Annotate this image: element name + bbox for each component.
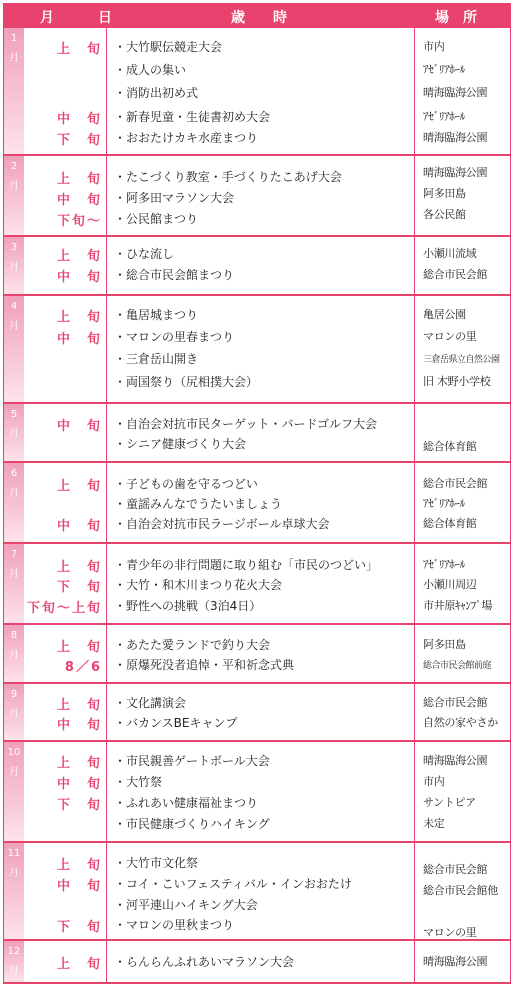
month-char: 月 xyxy=(9,966,19,977)
event-item: ・野性への挑戦（3泊4日） xyxy=(114,599,262,613)
month-row xyxy=(4,625,510,684)
month-row xyxy=(4,237,510,296)
place-item: 市内 xyxy=(423,40,445,53)
event-item: ・大竹・和木川まつり花火大会 xyxy=(114,578,283,592)
month-char: 月 xyxy=(9,321,19,332)
month-label xyxy=(4,296,24,402)
column-divider xyxy=(414,843,415,939)
day-label: 中 旬 xyxy=(56,718,102,733)
event-item: ・青少年の非行問題に取り組む「市民のつどい」 xyxy=(114,558,379,572)
place-item: サントピア xyxy=(423,796,476,809)
event-item: ・ふれあい健康福祉まつり xyxy=(114,796,259,810)
place-item: 総合市民会館 xyxy=(423,696,488,709)
place-item: ｱｾﾞﾘｱﾎｰﾙ xyxy=(423,110,465,123)
event-item: ・マロンの里春まつり xyxy=(114,330,235,344)
month-char: 月 xyxy=(9,569,19,580)
day-label: 下旬〜 xyxy=(56,214,102,229)
day-label: 中 旬 xyxy=(56,419,102,434)
column-divider xyxy=(106,237,107,294)
event-item: ・文化講演会 xyxy=(114,696,187,710)
month-char: 9 xyxy=(10,689,18,700)
place-item: ｱｾﾞﾘｱﾎｰﾙ xyxy=(423,497,465,510)
month-char: 月 xyxy=(9,53,19,64)
header-place: 場 所 xyxy=(435,10,477,26)
place-item: 旧 木野小学校 xyxy=(423,375,491,388)
event-item: ・おおたけカキ水産まつり xyxy=(114,131,259,145)
day-label: 下 旬 xyxy=(56,920,102,935)
month-row xyxy=(4,28,510,156)
month-char: 11 xyxy=(7,848,21,859)
day-label: 下 旬 xyxy=(56,580,102,595)
table-header xyxy=(3,3,511,28)
day-label: 中 旬 xyxy=(56,519,102,534)
header-month: 月 xyxy=(40,10,54,26)
place-item: 阿多田島 xyxy=(423,638,466,651)
column-divider xyxy=(106,404,107,461)
month-char: 6 xyxy=(10,468,18,479)
month-char: 月 xyxy=(9,709,19,720)
month-char: 月 xyxy=(9,767,19,778)
event-item: ・大竹祭 xyxy=(114,775,163,789)
day-label: 中 旬 xyxy=(56,332,102,347)
column-divider xyxy=(106,544,107,623)
day-label: 上 旬 xyxy=(56,249,102,264)
column-divider xyxy=(414,28,415,154)
place-item: 市内 xyxy=(423,775,445,788)
month-row xyxy=(4,684,510,742)
month-row xyxy=(4,404,510,463)
column-divider xyxy=(414,625,415,682)
day-label: 上 旬 xyxy=(56,310,102,325)
event-item: ・原爆死没者追悼・平和祈念式典 xyxy=(114,658,295,672)
day-label: 上 旬 xyxy=(56,858,102,873)
event-item: ・総合市民会館まつり xyxy=(114,268,235,282)
day-label: 上 旬 xyxy=(56,42,102,57)
day-label: 下 旬 xyxy=(56,133,102,148)
place-item: ｱｾﾞﾘｱﾎｰﾙ xyxy=(423,63,465,76)
header-day: 日 xyxy=(98,10,112,26)
place-item: 総合市民会館 xyxy=(423,268,488,281)
place-item: 市井原ｷｬﾝﾌﾟ場 xyxy=(423,599,493,612)
month-char: 12 xyxy=(7,946,21,957)
place-item: 阿多田島 xyxy=(423,187,466,200)
place-item: 小瀬川流域 xyxy=(423,247,477,260)
place-item: 総合体育館 xyxy=(423,440,477,453)
event-item: ・らんらんふれあいマラソン大会 xyxy=(114,955,295,969)
column-divider xyxy=(414,742,415,841)
month-label xyxy=(4,742,24,841)
events-table xyxy=(3,28,511,984)
month-label xyxy=(4,625,24,682)
month-label xyxy=(4,684,24,740)
event-item: ・コイ・こいフェスティバル・インおおたけ xyxy=(114,877,352,891)
event-item: ・阿多田マラソン大会 xyxy=(114,191,235,205)
month-label xyxy=(4,941,24,982)
column-divider xyxy=(414,156,415,235)
event-item: ・三倉岳山開き xyxy=(114,352,199,366)
column-divider xyxy=(414,404,415,461)
month-label xyxy=(4,156,24,235)
day-label: 上 旬 xyxy=(56,698,102,713)
event-item: ・自治会対抗市民ターゲット・バードゴルフ大会 xyxy=(114,417,378,431)
day-label: 下 旬 xyxy=(56,798,102,813)
place-item: 晴海臨海公園 xyxy=(423,955,488,968)
month-char: 7 xyxy=(10,549,18,560)
event-item: ・河平連山ハイキング大会 xyxy=(114,898,258,912)
month-char: 月 xyxy=(9,429,19,440)
month-label xyxy=(4,404,24,461)
day-label: 下旬〜上旬 xyxy=(26,601,102,616)
place-item: 総合市民会館 xyxy=(423,863,488,876)
event-item: ・あたた愛ランドで釣り大会 xyxy=(114,638,271,652)
event-item: ・市民健康づくりハイキング xyxy=(114,817,270,831)
month-row xyxy=(4,156,510,237)
day-label: 中 旬 xyxy=(56,193,102,208)
place-item: 未定 xyxy=(423,817,445,830)
place-item: 晴海臨海公園 xyxy=(423,131,488,144)
place-item: 晴海臨海公園 xyxy=(423,754,488,767)
column-divider xyxy=(106,625,107,682)
day-label: 中 旬 xyxy=(56,879,102,894)
month-char: 月 xyxy=(9,181,19,192)
place-item: 総合市民会館前庭 xyxy=(423,661,492,671)
month-char: 月 xyxy=(9,650,19,661)
month-char: 4 xyxy=(10,301,18,312)
event-item: ・成人の集い xyxy=(114,63,187,77)
month-char: 10 xyxy=(7,747,21,758)
month-label xyxy=(4,237,24,294)
column-divider xyxy=(106,843,107,939)
month-row xyxy=(4,463,510,544)
month-row xyxy=(4,941,510,982)
day-label: 上 旬 xyxy=(56,957,102,972)
event-item: ・童謡みんなでうたいましょう xyxy=(114,497,283,511)
month-label xyxy=(4,28,24,154)
event-item: ・たこづくり教室・手づくりたこあげ大会 xyxy=(114,170,342,184)
place-item: マロンの里 xyxy=(423,330,477,343)
event-item: ・市民親善ゲートボール大会 xyxy=(114,754,270,768)
place-item: 総合体育館 xyxy=(423,517,477,530)
month-row xyxy=(4,742,510,843)
day-label: 上 旬 xyxy=(56,172,102,187)
day-label: 上 旬 xyxy=(56,756,102,771)
column-divider xyxy=(414,463,415,542)
month-row xyxy=(4,843,510,941)
month-label xyxy=(4,843,24,939)
column-divider xyxy=(106,296,107,402)
event-item: ・バカンスBEキャンプ xyxy=(114,716,238,730)
day-label: 上 旬 xyxy=(56,640,102,655)
month-char: 3 xyxy=(10,242,18,253)
place-item: 晴海臨海公園 xyxy=(423,86,488,99)
column-divider xyxy=(414,237,415,294)
day-label: 8／6 xyxy=(64,660,102,675)
place-item: 各公民館 xyxy=(423,208,466,221)
month-char: 月 xyxy=(9,488,19,499)
column-divider xyxy=(414,684,415,740)
column-divider xyxy=(106,742,107,841)
column-divider xyxy=(106,941,107,982)
month-char: 月 xyxy=(9,868,19,879)
column-divider xyxy=(414,544,415,623)
month-label xyxy=(4,463,24,542)
place-item: 亀居公園 xyxy=(423,308,466,321)
header-event: 歳 時 xyxy=(231,10,287,26)
place-item: 小瀬川周辺 xyxy=(423,578,477,591)
event-item: ・公民館まつり xyxy=(114,212,199,226)
day-label: 上 旬 xyxy=(56,560,102,575)
place-item: 総合市民会館他 xyxy=(423,884,498,897)
month-row xyxy=(4,544,510,625)
event-item: ・両国祭り（尻相撲大会） xyxy=(114,375,259,389)
event-item: ・大竹駅伝競走大会 xyxy=(114,40,223,54)
place-item: ｱｾﾞﾘｱﾎｰﾙ xyxy=(423,558,465,571)
event-item: ・大竹市文化祭 xyxy=(114,856,199,870)
place-item: 晴海臨海公園 xyxy=(423,166,488,179)
event-item: ・子どもの歯を守るつどい xyxy=(114,477,258,491)
month-char: 8 xyxy=(10,630,18,641)
event-item: ・シニア健康づくり大会 xyxy=(114,437,247,451)
day-label: 中 旬 xyxy=(56,270,102,285)
place-item: 自然の家やさか xyxy=(423,716,498,729)
month-char: 2 xyxy=(10,161,18,172)
place-item: マロンの里 xyxy=(423,926,477,939)
column-divider xyxy=(414,296,415,402)
column-divider xyxy=(106,684,107,740)
place-item: 総合市民会館 xyxy=(423,477,488,490)
event-item: ・マロンの里秋まつり xyxy=(114,918,235,932)
event-item: ・新春児童・生徒書初め大会 xyxy=(114,110,271,124)
column-divider xyxy=(106,28,107,154)
month-row xyxy=(4,296,510,404)
day-label: 中 旬 xyxy=(56,112,102,127)
month-char: 5 xyxy=(10,409,18,420)
event-item: ・亀居城まつり xyxy=(114,308,199,322)
event-item: ・消防出初め式 xyxy=(114,86,199,100)
month-char: 1 xyxy=(10,33,18,44)
month-label xyxy=(4,544,24,623)
day-label: 中 旬 xyxy=(56,777,102,792)
month-char: 月 xyxy=(9,262,19,273)
event-item: ・自治会対抗市民ラージボール卓球大会 xyxy=(114,517,330,531)
place-item: 三倉岳県立自然公園 xyxy=(423,355,500,365)
column-divider xyxy=(414,941,415,982)
day-label: 上 旬 xyxy=(56,479,102,494)
column-divider xyxy=(106,463,107,542)
event-item: ・ひな流し xyxy=(114,247,175,261)
column-divider xyxy=(106,156,107,235)
